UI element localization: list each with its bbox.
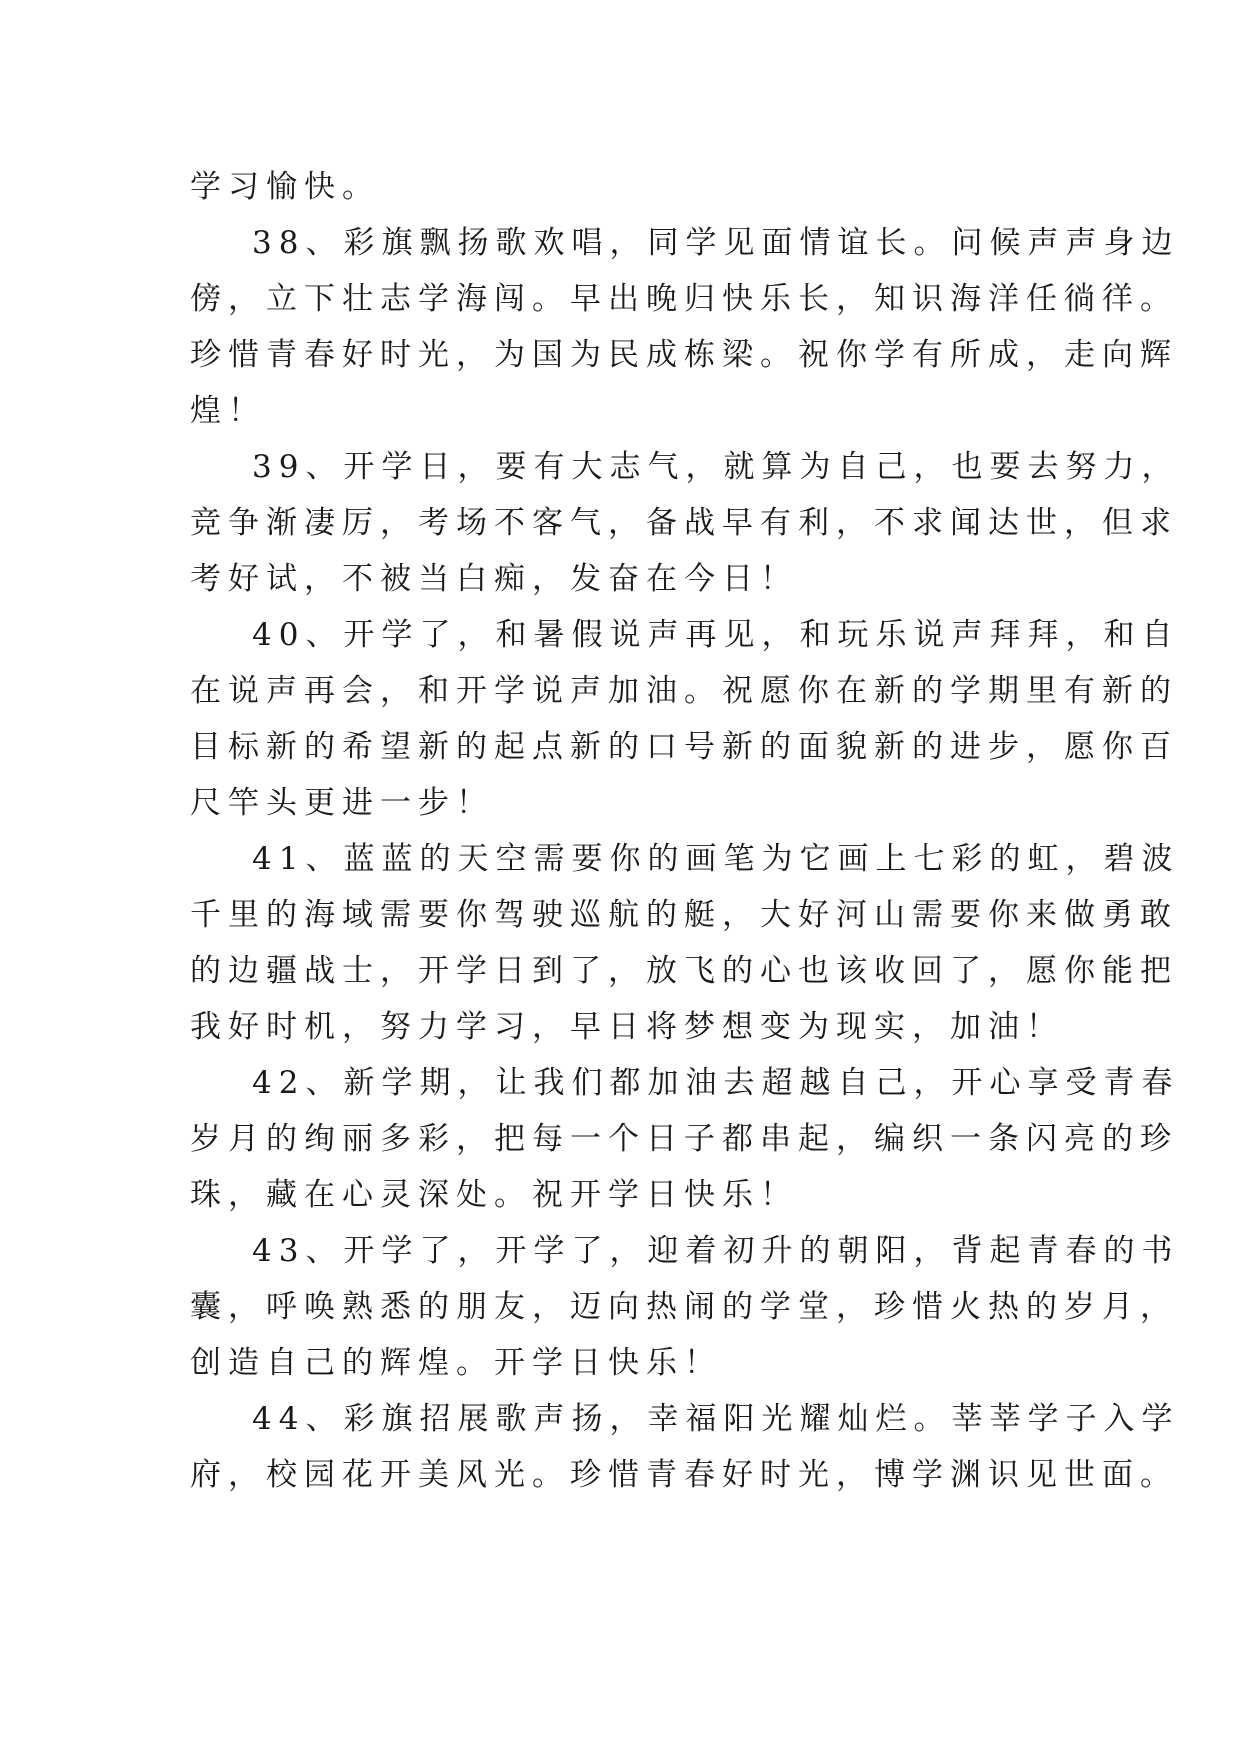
text-line: 珠，藏在心灵深处。祝开学日快乐！ bbox=[190, 1177, 798, 1213]
text-line: 的边疆战士，开学日到了，放飞的心也该收回了，愿你能把 bbox=[190, 953, 1178, 989]
text-line: 43、开学了，开学了，迎着初升的朝阳，背起青春的书 bbox=[252, 1233, 1180, 1269]
text-line: 39、开学日，要有大志气，就算为自己，也要去努力， bbox=[252, 449, 1180, 485]
text-line: 38、彩旗飘扬歌欢唱，同学见面情谊长。问候声声身边 bbox=[252, 225, 1180, 261]
text-line: 府，校园花开美风光。珍惜青春好时光，博学渊识见世面。 bbox=[190, 1457, 1178, 1493]
text-line: 考好试，不被当白痴，发奋在今日！ bbox=[190, 561, 798, 597]
text-line: 珍惜青春好时光，为国为民成栋梁。祝你学有所成，走向辉 bbox=[190, 337, 1178, 373]
text-line: 40、开学了，和暑假说声再见，和玩乐说声拜拜，和自 bbox=[252, 617, 1180, 653]
text-line: 42、新学期，让我们都加油去超越自己，开心享受青春 bbox=[252, 1065, 1180, 1101]
text-line: 41、蓝蓝的天空需要你的画笔为它画上七彩的虹，碧波 bbox=[252, 841, 1180, 877]
text-line: 44、彩旗招展歌声扬，幸福阳光耀灿烂。莘莘学子入学 bbox=[252, 1401, 1180, 1437]
text-line: 目标新的希望新的起点新的口号新的面貌新的进步，愿你百 bbox=[190, 729, 1178, 765]
text-line: 尺竿头更进一步！ bbox=[190, 785, 494, 821]
text-line: 煌！ bbox=[190, 393, 266, 429]
text-line: 岁月的绚丽多彩，把每一个日子都串起，编织一条闪亮的珍 bbox=[190, 1121, 1178, 1157]
text-line: 创造自己的辉煌。开学日快乐！ bbox=[190, 1345, 722, 1381]
text-line: 我好时机，努力学习，早日将梦想变为现实，加油！ bbox=[190, 1009, 1064, 1045]
text-line: 竞争渐凄厉，考场不客气，备战早有利，不求闻达世，但求 bbox=[190, 505, 1178, 541]
text-line: 千里的海域需要你驾驶巡航的艇，大好河山需要你来做勇敢 bbox=[190, 897, 1178, 933]
text-line: 傍，立下壮志学海闯。早出晚归快乐长，知识海洋任徜徉。 bbox=[190, 281, 1178, 317]
text-line: 在说声再会，和开学说声加油。祝愿你在新的学期里有新的 bbox=[190, 673, 1178, 709]
text-line: 囊，呼唤熟悉的朋友，迈向热闹的学堂，珍惜火热的岁月， bbox=[190, 1289, 1178, 1325]
text-line: 学习愉快。 bbox=[190, 169, 380, 205]
